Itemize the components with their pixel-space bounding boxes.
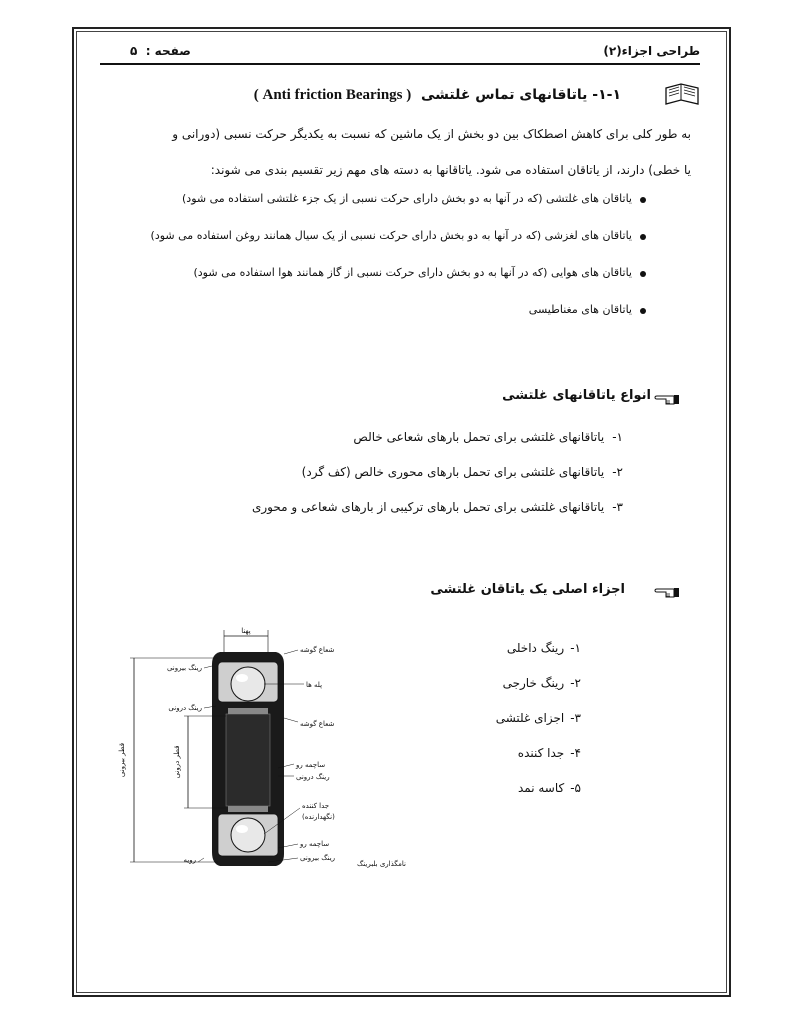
item-number: ۵- (570, 781, 581, 795)
list-item (86, 303, 646, 319)
list-item-text: یاتاقان های هوایی (که در آنها به دو بخش دارای حرکت نسبی از گاز همانند هوا استفاده می شود) (193, 266, 632, 279)
ball-bottom (231, 818, 265, 852)
list-item (496, 676, 581, 694)
label-outer-ring-top: رینگ بیرونی (166, 664, 202, 672)
list-item (86, 266, 646, 282)
bullet-icon (640, 197, 646, 203)
parts-list (496, 641, 581, 816)
list-item (252, 465, 623, 483)
list-item-text: یاتاقان های لغزشی (که در آنها به دو بخش دارای حرکت نسبی از یک سیال همانند روغن استفاده می شود) (150, 229, 632, 242)
pointing-hand-icon (654, 392, 680, 406)
item-number: ۱- (612, 430, 623, 444)
item-number: ۳- (612, 500, 623, 514)
section-title (254, 87, 621, 104)
list-item (252, 500, 623, 518)
page-label: صفحه : (145, 44, 191, 58)
item-number: ۳- (570, 711, 581, 725)
bearing-diagram (108, 622, 448, 884)
bearing-categories-list (86, 192, 646, 340)
item-text: رینگ داخلی (506, 641, 565, 655)
types-list (252, 430, 623, 535)
item-text: اجزای غلتشی (495, 711, 565, 725)
list-item-text: یاتاقان های مغناطیسی (528, 303, 632, 316)
item-text: جدا کننده (517, 746, 565, 760)
item-text: کاسه نمد (517, 781, 565, 795)
types-heading: انواع یاتاقانهای غلتشی (502, 388, 651, 403)
item-text: یاتاقانهای غلتشی برای تحمل بارهای شعاعی خالص (353, 430, 605, 444)
item-text: یاتاقانهای غلتشی برای تحمل بارهای محوری خالص (کف گرد) (301, 465, 605, 479)
header-rule (100, 63, 700, 65)
intro-line-1: به طور کلی برای کاهش اصطکاک بین دو بخش از یک ماشین که نسبت به یکدیگر حرکت نسبی (دورانی و (172, 127, 691, 141)
page-number: ۵ (130, 44, 138, 58)
section-title-en: ( Anti friction Bearings ) (253, 87, 412, 103)
label-inner-ring-b: رینگ درونی (296, 773, 330, 781)
parts-heading: اجزاء اصلی یک یاتاقان غلتشی (430, 582, 625, 597)
label-raceway: ساچمه رو (296, 761, 326, 769)
diagram-caption: نامگذاری بلبرینگ (357, 860, 406, 868)
item-text: یاتاقانهای غلتشی برای تحمل بارهای ترکیبی از بارهای شعاعی و محوری (251, 500, 605, 514)
item-number: ۲- (612, 465, 623, 479)
item-number: ۲- (570, 676, 581, 690)
item-number: ۱- (570, 641, 581, 655)
label-inner-diameter: قطر درونی (173, 745, 181, 779)
list-item (496, 711, 581, 729)
label-width: پهنا (241, 627, 251, 635)
label-raceway-b: ساچمه رو (300, 840, 330, 848)
label-retainer: (نگهدارنده) (302, 813, 335, 821)
bullet-icon (640, 271, 646, 277)
list-item (252, 430, 623, 448)
list-item-text: یاتاقان های غلتشی (که در آنها به دو بخش دارای حرکت نسبی از یک جزء غلتشی استفاده می شود) (182, 192, 632, 205)
list-item (86, 229, 646, 245)
label-shoulder-mid: شعاع گوشه (300, 720, 335, 728)
page-number-group (130, 44, 191, 58)
list-item (496, 781, 581, 799)
label-inner-ring: رینگ درونی (168, 704, 202, 712)
pointing-hand-icon (654, 585, 680, 599)
label-outer-diameter: قطر بیرونی (118, 742, 126, 778)
section-title-fa: ۱-۱- یاتاقانهای تماس غلتشی (421, 87, 621, 103)
intro-line-2: یا خطی) دارند، از یاتاقان استفاده می شود. یاتاقانها به دسته های مهم زیر تقسیم بندی می شوند: (210, 163, 691, 177)
page-header (100, 40, 700, 64)
label-outer-ring-b: رینگ بیرونی (300, 854, 336, 862)
list-item (86, 192, 646, 208)
label-shoulder-top: شعاع گوشه (300, 646, 335, 654)
bullet-icon (640, 308, 646, 314)
label-balls: پله ها (306, 681, 323, 689)
item-number: ۴- (570, 746, 581, 760)
list-item (496, 746, 581, 764)
label-face: رویه (183, 856, 196, 864)
open-book-icon (664, 82, 700, 108)
book-title: طراحی اجزاء(۲) (603, 44, 700, 58)
label-separator: جدا کننده (302, 802, 330, 810)
bullet-icon (640, 234, 646, 240)
ball-top (231, 667, 265, 701)
list-item (496, 641, 581, 659)
item-text: رینگ خارجی (502, 676, 565, 690)
